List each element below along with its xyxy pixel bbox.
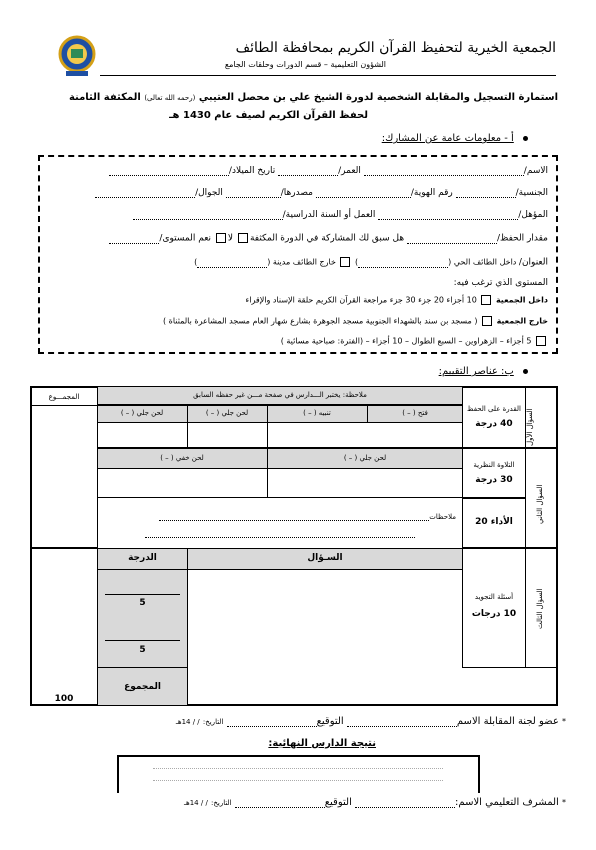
session-5-checkbox[interactable] xyxy=(536,336,546,346)
notes-row-2 xyxy=(145,537,415,538)
q1-criterion-cell: القدرة على الحفظ 40 درجة xyxy=(462,386,526,448)
err2-lahn-b: لحن جلي ( – ) xyxy=(343,454,387,462)
row-sessions: 5 أجزاء – الزهراوين – السبع الطوال – 10 أجزاء – (الفترة: صباحية مسائية ) xyxy=(281,336,548,346)
row-nationality: الجنسية/ رقم الهوية/ مصدرها/ الجوال/ xyxy=(43,188,548,198)
row-inside-assoc: داخل الجمعية 10 أجزاء 20 جزء 30 جزء مراجعة القرآن الكريم حلقة الإسناد والإقراء xyxy=(245,295,548,305)
header-divider xyxy=(100,75,556,76)
row-name: الاسم/ العمر/ تاريخ الميلاد/ xyxy=(43,166,548,176)
grade-1: 5 xyxy=(139,598,146,608)
supervisor-row: * المشرف التعليمي الاسم: التوقيع التاريخ: / / 14هـ xyxy=(183,797,566,808)
committee-row: * عضو لجنة المقابلة الاسم التوقيع التاريخ: / / 14هـ xyxy=(175,716,566,727)
org-name: الجمعية الخيرية لتحفيظ القرآن الكريم بمحافظة الطائف xyxy=(235,40,556,56)
section-a-heading: أ - معلومات عامة عن المشارك: xyxy=(382,133,528,144)
total-header-cell: المجمـــوع xyxy=(30,386,98,548)
q1-label-cell: السؤال الأول xyxy=(525,386,558,448)
q2b-criterion-cell: الأداء 20 xyxy=(462,498,526,548)
err-lahn-jali-b: لحن جلي ( – ) xyxy=(205,409,249,417)
err-lahn-jali-a: لحن جلي ( – ) xyxy=(120,409,164,417)
err-fath: فتح ( – ) xyxy=(402,409,428,417)
grade-2: 5 xyxy=(139,645,146,655)
q3-label-cell: السؤال الثالث xyxy=(525,548,558,668)
sum-label-cell: المجموع xyxy=(97,667,188,706)
row-qualification: المؤهل/ العمل أو السنة الدراسية/ xyxy=(43,210,548,220)
prev-no-checkbox[interactable] xyxy=(238,233,248,243)
section-b-heading: ب: عناصر التقييم: xyxy=(439,366,528,377)
q3-criterion-cell: أسئلة التجويد 10 درجات xyxy=(462,548,526,668)
notes-row: ملاحظات xyxy=(159,513,456,521)
grade-col-header: الدرجة xyxy=(97,548,188,570)
q1-note-cell: ملاحظة: يختبر الـــدارس في صفحة مـــن غير حفظه السابق xyxy=(97,386,463,405)
form-subtitle: لحفظ القرآن الكريم لصيف عام 1430 هـ xyxy=(169,110,368,121)
dept-name: الشؤون التعليمية – قسم الدورات وحلقات الجامع xyxy=(224,60,386,69)
question-col-header: السـؤال xyxy=(187,548,463,570)
total-score: 100 xyxy=(54,694,74,704)
err2-lahn-a: لحن خفي ( – ) xyxy=(160,454,204,462)
q2-label-cell: السؤال الثاني xyxy=(525,448,558,548)
row-level-wish: المستوى الذي ترغب فيه: xyxy=(453,278,548,288)
inside-10-checkbox[interactable] xyxy=(481,295,491,305)
prev-yes-checkbox[interactable] xyxy=(216,233,226,243)
err-tanbih: تنبيه ( – ) xyxy=(303,409,331,417)
form-title: استمارة التسجيل والمقابلة الشخصية لدورة الشيخ علي بن محصل العتيبي (رحمه الله تعالى) المكثفة الثامنة xyxy=(68,92,558,103)
result-box[interactable] xyxy=(117,755,480,793)
result-heading: نتيجة الدارس النهائية: xyxy=(268,738,376,749)
row-memorized: مقدار الحفظ/ هل سبق لك المشاركة في الدورة المكثفة لا نعم المستوى/ xyxy=(43,233,548,244)
row-address: العنوان/ داخل الطائف الحي () خارج الطائف مدينة () xyxy=(194,257,548,268)
outside-taif-checkbox[interactable] xyxy=(340,257,350,267)
q2-criterion-cell: التلاوة النظرية 30 درجة xyxy=(462,448,526,498)
row-outside-assoc: خارج الجمعية ( مسجد بن سند بالشهداء الجنوبية مسجد الجوهرة بشارع شهار العام مسجد المشاعرة بالمثناة ) xyxy=(162,316,548,326)
total-header-line xyxy=(30,405,98,406)
association-logo xyxy=(58,35,96,77)
outside-mosque-checkbox[interactable] xyxy=(482,316,492,326)
